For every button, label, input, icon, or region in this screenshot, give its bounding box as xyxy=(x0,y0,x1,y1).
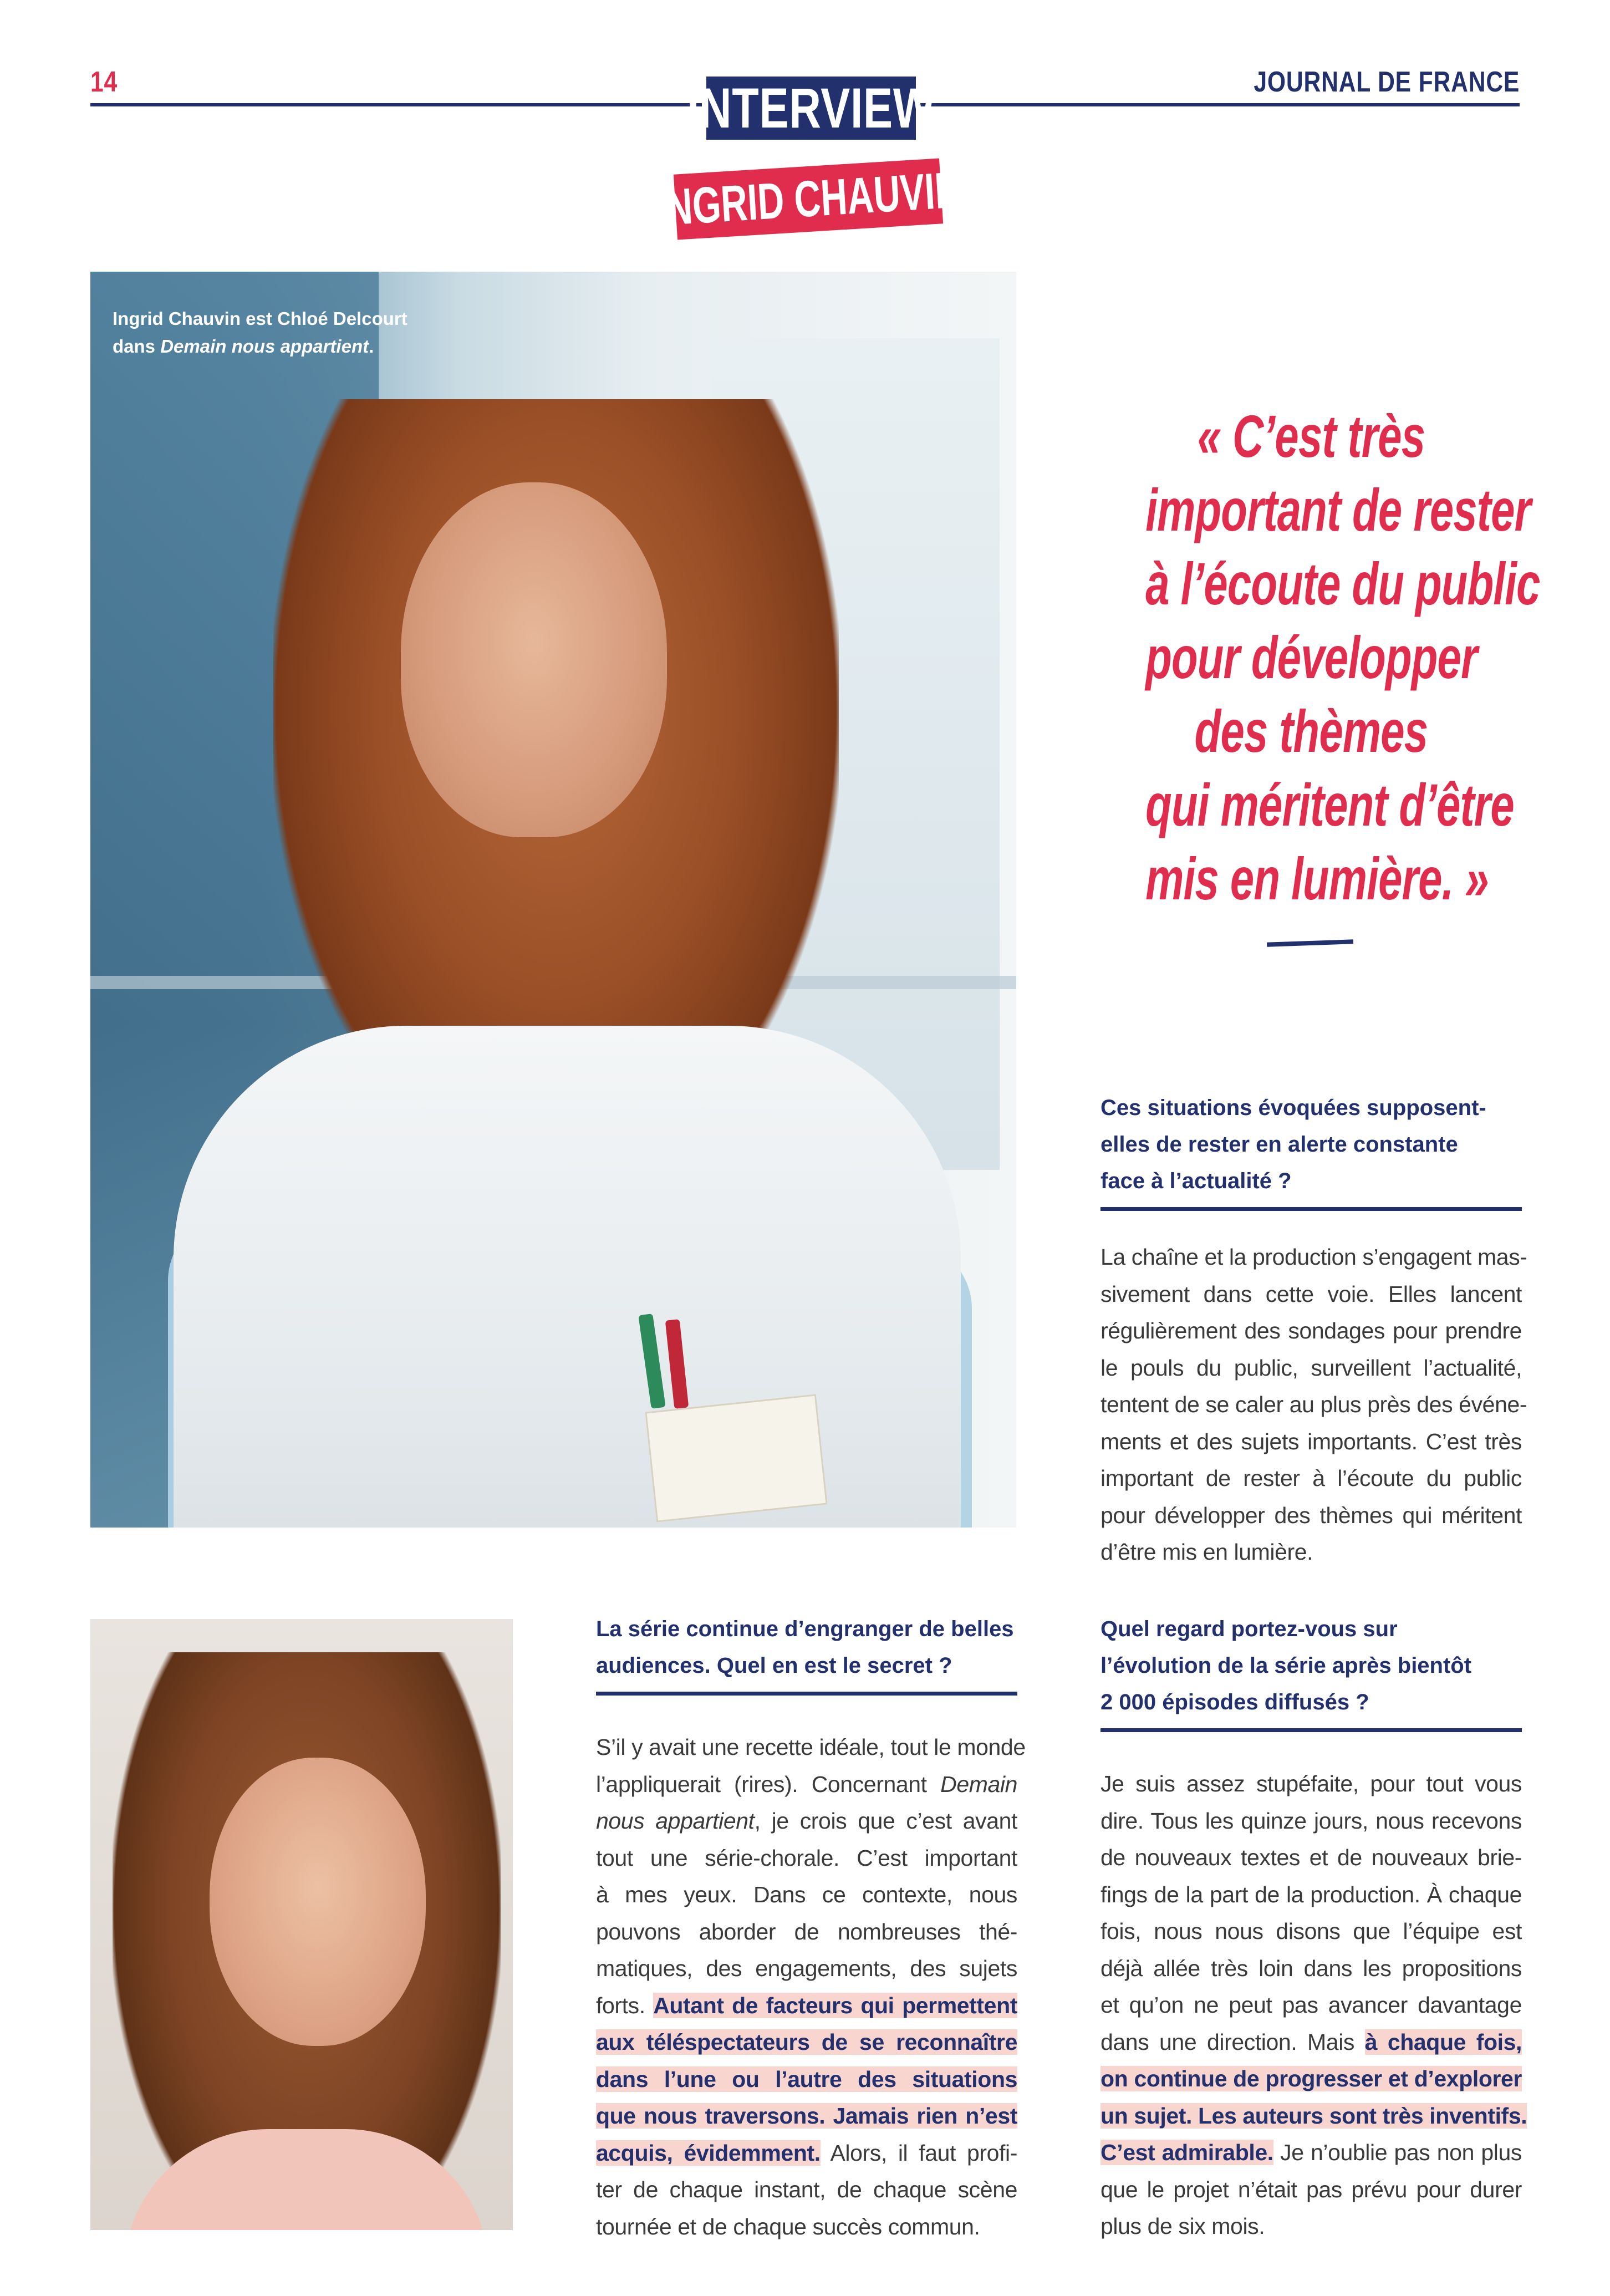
section-badge xyxy=(687,72,935,144)
photo-caption xyxy=(113,305,407,360)
question-heading: Quel regard portez-vous sur l’évolution de la série après bientôt 2 000 épisodes diffusés ? xyxy=(1100,1617,1472,1714)
question-heading: La série continue d’engranger de belles audiences. Quel en est le secret ? xyxy=(596,1617,1014,1678)
journal-name: JOURNAL DE FRANCE xyxy=(1254,66,1520,98)
main-photo xyxy=(90,272,1016,1528)
highlighted-text: acquis, évidemment. xyxy=(596,2140,821,2166)
highlighted-text: dans l’une ou l’autre des situations xyxy=(596,2066,1017,2092)
page-number: 14 xyxy=(90,66,118,98)
highlighted-text: à chaque fois, xyxy=(1364,2029,1522,2055)
pull-quote-line: pour développer xyxy=(1145,624,1477,691)
pull-quote-line: des thèmes xyxy=(1194,698,1428,765)
answer-text: Je suis assez stupéfaite, pour tout vous dire. Tous les quinze jours, nous recevons de nouveaux textes et de nouveaux brie- fings de la part de la production. À chaque fois, nous nous disons que l’équipe est déjà allée très loin dans les propositions et qu’on ne peut pas avancer davantage dans une direction. Mais à chaque fois, on continue de progresser et d’explorer un sujet. Les auteurs sont très inventifs. C’est admirable. Je n’oublie pas non plus que le projet n’était pas prévu pour durer plus de six mois. xyxy=(1100,1771,1527,2239)
pull-quote-line: à l’écoute du public xyxy=(1145,550,1540,617)
photo-face xyxy=(401,482,667,837)
answer-text: La chaîne et la production s’engagent mas- sivement dans cette voie. Elles lancent régulièrement des sondages pour prendre le pouls du public, surveillent l’actualité, tentent de se caler au plus près des événe- ments et des sujets importants. C’est très important de rester à l’écoute du public pour développer des thèmes qui méritent d’être mis en lumière. xyxy=(1100,1244,1527,1565)
pull-quote-line: « C’est très xyxy=(1197,403,1425,470)
highlighted-text: on continue de progresser et d’explorer xyxy=(1100,2066,1522,2091)
pull-quote xyxy=(1081,399,1541,915)
highlighted-text: C’est admirable. xyxy=(1100,2140,1273,2165)
qa-block-evolution xyxy=(1100,1611,1527,2245)
section-label: INTERVIEW xyxy=(687,76,935,140)
question-rule xyxy=(1100,1207,1522,1211)
photo-face xyxy=(210,1758,426,2046)
photo-name-tag xyxy=(645,1394,827,1522)
highlighted-text: aux téléspectateurs de se reconnaître xyxy=(596,2029,1017,2055)
caption-line-1: Ingrid Chauvin est Chloé Delcourt xyxy=(113,308,407,329)
photo-white-coat xyxy=(174,1026,961,1528)
caption-line-2: dans Demain nous appartient. xyxy=(113,336,374,357)
pull-quote-line: important de rester xyxy=(1145,476,1531,543)
quote-dash xyxy=(1267,939,1353,946)
question-rule xyxy=(596,1692,1017,1696)
question-heading: Ces situations évoquées supposent- elles de rester en alerte constante face à l’actualité ? xyxy=(1100,1096,1486,1193)
pull-quote-line: mis en lumière. » xyxy=(1145,845,1489,912)
qa-block-secret xyxy=(596,1611,1026,2245)
highlighted-text: que nous traversons. Jamais rien n’est xyxy=(596,2103,1017,2129)
highlighted-text: un sujet. Les auteurs sont très inventifs. xyxy=(1100,2102,1527,2129)
question-rule xyxy=(1100,1728,1522,1732)
interviewee-name: INGRID CHAUVIN xyxy=(654,161,963,237)
answer-text: S’il y avait une recette idéale, tout le monde l’appliquerait (rires). Concernant Demain nous appartient, je crois que c’est avant tout une série-chorale. C’est important à mes yeux. Dans ce contexte, nous pouvons aborder de nombreuses thé- matiques, des engagements, des sujets forts. Autant de facteurs qui permettent aux téléspectateurs de se reconnaître dans l’une ou l’autre des situations que nous traversons. Jamais rien n’est acquis, évidemment. Alors, il faut profi- ter de chaque instant, de chaque scène tournée et de chaque succès commun. xyxy=(596,1734,1026,2239)
qa-block-alert xyxy=(1100,1090,1527,1571)
highlighted-text: Autant de facteurs qui permettent xyxy=(653,1992,1017,2018)
interviewee-badge xyxy=(654,158,963,240)
pull-quote-line: qui méritent d’être xyxy=(1145,771,1514,838)
secondary-photo xyxy=(90,1619,513,2230)
